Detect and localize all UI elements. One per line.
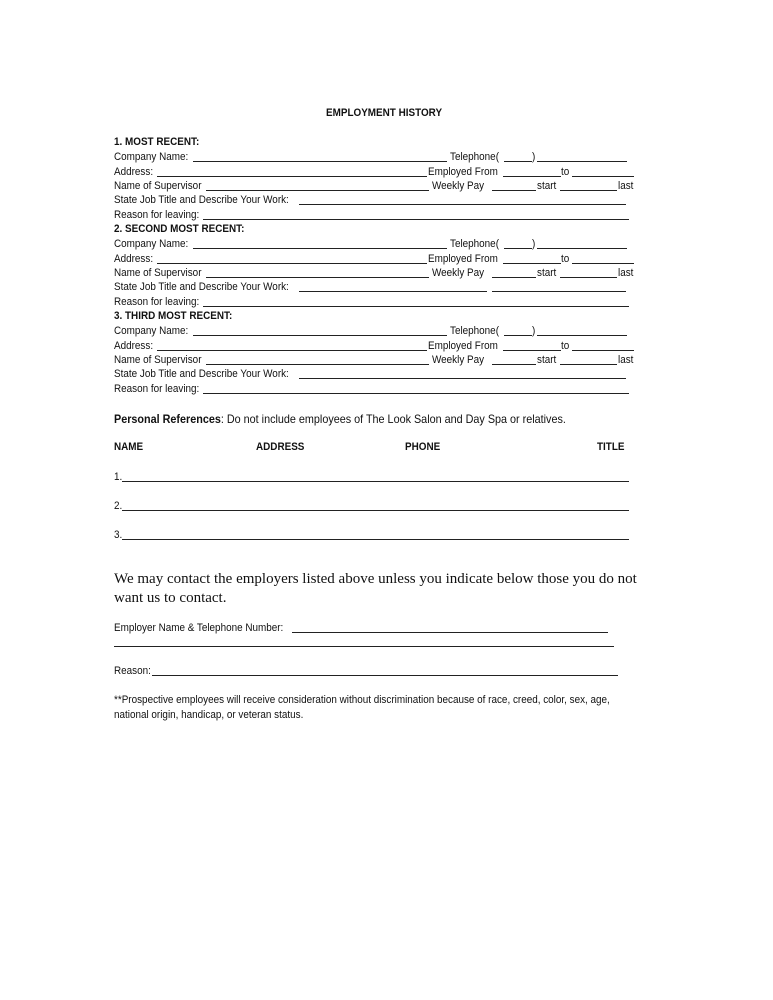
employed-from-label: Employed From [428, 340, 498, 352]
last-pay-field[interactable] [560, 190, 617, 191]
employed-to-field[interactable] [572, 176, 634, 177]
start-label: start [537, 354, 557, 366]
employed-from-field[interactable] [503, 350, 561, 351]
address-field[interactable] [157, 350, 427, 351]
company-name-field[interactable] [193, 161, 447, 162]
job-title-field[interactable] [299, 291, 487, 292]
address-field[interactable] [157, 263, 427, 264]
supervisor-field[interactable] [206, 364, 429, 365]
address-label: Address: [114, 253, 154, 265]
telephone-area-field[interactable] [504, 248, 532, 249]
employed-from-label: Employed From [428, 253, 498, 265]
reference-row-field[interactable] [122, 510, 629, 511]
column-header-address: ADDRESS [256, 441, 305, 453]
last-label: last [618, 354, 634, 366]
supervisor-field[interactable] [206, 190, 429, 191]
telephone-field[interactable] [537, 248, 627, 249]
reason-leaving-field[interactable] [203, 306, 629, 307]
to-label: to [561, 166, 570, 178]
last-label: last [618, 267, 634, 279]
company-name-label: Company Name: [114, 151, 189, 163]
reason-field-label: Reason: [114, 665, 151, 677]
job-title-field-2[interactable] [492, 291, 626, 292]
telephone-field[interactable] [537, 335, 627, 336]
telephone-area-field[interactable] [504, 161, 532, 162]
column-header-title: TITLE [597, 441, 625, 453]
reason-leaving-field[interactable] [203, 219, 629, 220]
weekly-pay-label: Weekly Pay [432, 267, 485, 279]
disclaimer-line-2: national origin, handicap, or veteran status. [114, 709, 304, 721]
column-header-phone: PHONE [405, 441, 441, 453]
supervisor-label: Name of Supervisor [114, 180, 202, 192]
address-label: Address: [114, 340, 154, 352]
page-title: EMPLOYMENT HISTORY [326, 107, 443, 119]
start-pay-field[interactable] [492, 190, 536, 191]
reference-row-field[interactable] [122, 539, 629, 540]
last-pay-field[interactable] [560, 364, 617, 365]
company-name-label: Company Name: [114, 238, 189, 250]
start-pay-field[interactable] [492, 277, 536, 278]
employer-field-label: Employer Name & Telephone Number: [114, 622, 284, 634]
reason-leaving-label: Reason for leaving: [114, 209, 200, 221]
telephone-close: ) [532, 238, 536, 250]
telephone-label: Telephone( [450, 238, 499, 250]
telephone-field[interactable] [537, 161, 627, 162]
job-title-label: State Job Title and Describe Your Work: [114, 368, 289, 380]
last-pay-field[interactable] [560, 277, 617, 278]
start-pay-field[interactable] [492, 364, 536, 365]
employed-from-field[interactable] [503, 176, 561, 177]
references-label: Personal References [114, 412, 221, 426]
job-title-field[interactable] [299, 378, 626, 379]
supervisor-label: Name of Supervisor [114, 354, 202, 366]
reference-row-number: 2. [114, 500, 123, 512]
start-label: start [537, 180, 557, 192]
address-field[interactable] [157, 176, 427, 177]
reason-field[interactable] [152, 675, 618, 676]
to-label: to [561, 253, 570, 265]
weekly-pay-label: Weekly Pay [432, 354, 485, 366]
last-label: last [618, 180, 634, 192]
column-header-name: NAME [114, 441, 144, 453]
reference-row-number: 1. [114, 471, 123, 483]
job-title-field[interactable] [299, 204, 626, 205]
company-name-label: Company Name: [114, 325, 189, 337]
job-title-label: State Job Title and Describe Your Work: [114, 194, 289, 206]
employer-field-continued[interactable] [114, 646, 614, 647]
to-label: to [561, 340, 570, 352]
reason-leaving-label: Reason for leaving: [114, 383, 200, 395]
telephone-label: Telephone( [450, 325, 499, 337]
address-label: Address: [114, 166, 154, 178]
employed-from-field[interactable] [503, 263, 561, 264]
reference-row-number: 3. [114, 529, 123, 541]
employer-field[interactable] [292, 632, 608, 633]
telephone-close: ) [532, 325, 536, 337]
references-intro [114, 412, 566, 426]
weekly-pay-label: Weekly Pay [432, 180, 485, 192]
telephone-label: Telephone( [450, 151, 499, 163]
section-heading-1: 1. MOST RECENT: [114, 136, 200, 148]
company-name-field[interactable] [193, 335, 447, 336]
supervisor-label: Name of Supervisor [114, 267, 202, 279]
start-label: start [537, 267, 557, 279]
employed-from-label: Employed From [428, 166, 498, 178]
employed-to-field[interactable] [572, 350, 634, 351]
section-heading-2: 2. SECOND MOST RECENT: [114, 223, 245, 235]
telephone-area-field[interactable] [504, 335, 532, 336]
company-name-field[interactable] [193, 248, 447, 249]
reason-leaving-field[interactable] [203, 393, 629, 394]
references-note: : Do not include employees of The Look Salon and Day Spa or relatives. [220, 412, 566, 426]
reference-row-field[interactable] [122, 481, 629, 482]
disclaimer-line-1: **Prospective employees will receive consideration without discrimination because of race, creed, color, sex, age, [114, 694, 610, 706]
supervisor-field[interactable] [206, 277, 429, 278]
contact-notice: We may contact the employers listed above unless you indicate below those you do not want us to contact. [114, 571, 637, 606]
telephone-close: ) [532, 151, 536, 163]
section-heading-3: 3. THIRD MOST RECENT: [114, 310, 233, 322]
job-title-label: State Job Title and Describe Your Work: [114, 281, 289, 293]
reason-leaving-label: Reason for leaving: [114, 296, 200, 308]
employed-to-field[interactable] [572, 263, 634, 264]
